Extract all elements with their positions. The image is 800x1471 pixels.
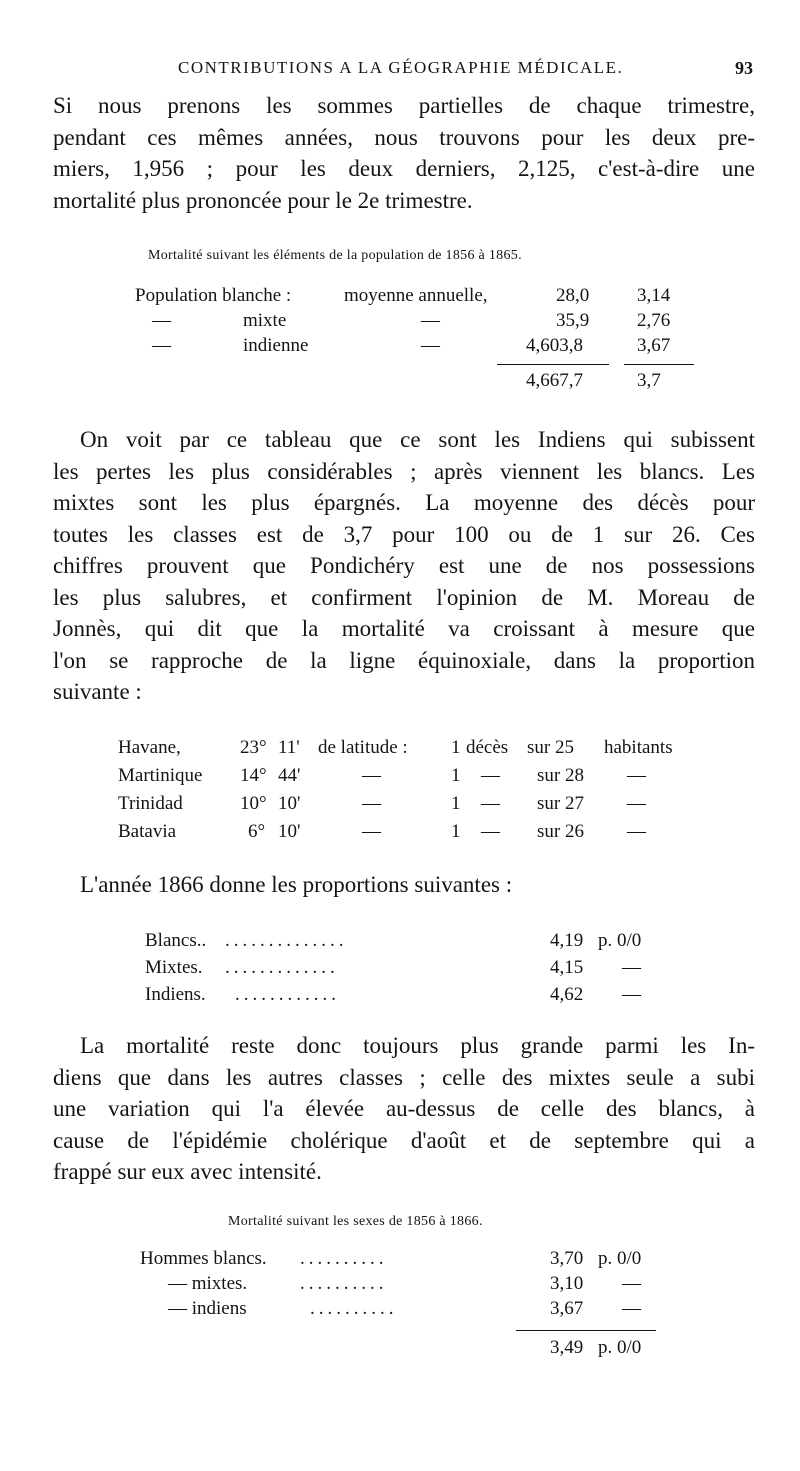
leader-dots: .......... <box>300 1273 388 1294</box>
ditto-mark: — <box>152 310 171 331</box>
death-count: 1 <box>451 765 461 786</box>
row-unit: p. 0/0 <box>598 930 642 951</box>
paragraph-2 <box>53 424 755 708</box>
place-name: Batavia <box>118 821 177 842</box>
row-value: 4,15 <box>550 957 584 978</box>
ditto-mark: — <box>362 821 381 842</box>
row-value: 3,67 <box>550 1298 584 1319</box>
ditto-mark: — <box>622 1273 641 1294</box>
text-line: mortalité plus prononcée pour le 2e trimestre. <box>53 187 473 213</box>
place-name: Trinidad <box>118 793 183 814</box>
row-label: Blancs.. <box>145 930 207 951</box>
text-line: les plus salubres, et confirment l'opinion de M. Moreau de <box>53 584 755 610</box>
text-line: chiffres prouvent que Pondichéry est une de nos possessions <box>53 553 755 578</box>
row-label: Hommes blancs. <box>140 1248 267 1269</box>
row-value: 4,62 <box>550 984 584 1005</box>
ditto-mark: — <box>152 335 171 356</box>
ditto-mark: — <box>481 821 500 842</box>
ratio: sur 28 <box>537 765 584 786</box>
ditto-mark: — <box>622 984 641 1005</box>
place-name: Havane, <box>118 737 181 758</box>
ditto-mark: — <box>362 765 381 786</box>
text-line: pendant ces mêmes années, nous trouvons pour les deux pre- <box>53 124 755 150</box>
sum-rule <box>624 364 694 365</box>
degrees: 14° <box>240 765 267 786</box>
row-label: Population blanche : <box>135 285 292 306</box>
row-value-2: 3,67 <box>637 335 671 356</box>
leader-dots: .......... <box>310 1298 398 1319</box>
inhabitants-label: habitants <box>604 737 673 758</box>
degrees: 23° <box>240 737 267 758</box>
place-name: Martinique <box>118 765 203 786</box>
text-line: frappé sur eux avec intensité. <box>53 1159 322 1184</box>
text-line: une variation qui l'a élevée au-dessus de celle des blancs, à <box>53 1096 755 1121</box>
row-label: Indiens. <box>145 984 206 1005</box>
table4-caption: Mortalité suivant les sexes de 1856 à 1866. <box>228 1214 483 1229</box>
text-line: Si nous prenons les sommes partielles de chaque trimestre, <box>53 93 755 118</box>
row-value: 3,10 <box>550 1273 584 1294</box>
text-line: La mortalité reste donc toujours plus grande parmi les In- <box>80 1033 755 1058</box>
row-value-2: 2,76 <box>637 310 671 331</box>
ditto-mark: — <box>362 793 381 814</box>
total-unit: p. 0/0 <box>598 1337 642 1358</box>
ditto-mark: — <box>622 957 641 978</box>
text-line: miers, 1,956 ; pour les deux derniers, 2,125, c'est-à-dire une <box>53 156 755 181</box>
ditto-mark: — <box>627 765 646 786</box>
text-line: les pertes les plus considérables ; après viennent les blancs. Les <box>53 458 755 484</box>
ratio: sur 25 <box>527 737 574 758</box>
row-label: mixte <box>243 310 287 331</box>
running-title: CONTRIBUTIONS A LA GÉOGRAPHIE MÉDICALE. <box>178 58 624 77</box>
ratio: sur 27 <box>537 793 584 814</box>
degrees: 10° <box>240 793 267 814</box>
sum-rule <box>516 1330 656 1331</box>
paragraph-1 <box>53 90 755 216</box>
row-label: indienne <box>243 335 309 356</box>
ditto-mark: — <box>421 310 440 331</box>
row-desc: moyenne annuelle, <box>344 285 488 306</box>
paragraph-4 <box>53 1030 755 1188</box>
text-line: l'on se rapproche de la ligne équinoxiale, dans la proportion <box>53 647 755 673</box>
row-value-1: 28,0 <box>556 285 590 306</box>
total-value-1: 4,667,7 <box>526 370 583 391</box>
leader-dots: ............ <box>235 984 340 1005</box>
page-number: 93 <box>735 58 753 78</box>
minutes: 44' <box>278 765 301 786</box>
minutes: 10' <box>278 821 301 842</box>
ratio: sur 26 <box>537 821 584 842</box>
text-line: toutes les classes est de 3,7 pour 100 ou de 1 sur 26. Ces <box>53 521 755 547</box>
total-value-2: 3,7 <box>637 370 661 391</box>
leader-dots: ............. <box>225 957 339 978</box>
total-value: 3,49 <box>550 1337 584 1358</box>
leader-dots: .......... <box>300 1248 388 1269</box>
text-line: mixtes sont les plus épargnés. La moyenne des décès pour <box>53 490 755 515</box>
text-line: Jonnès, qui dit que la mortalité va croissant à mesure que <box>53 616 755 641</box>
ditto-mark: — <box>627 821 646 842</box>
row-unit: p. 0/0 <box>598 1248 642 1269</box>
text-line: cause de l'épidémie cholérique d'août et de septembre qui a <box>53 1127 755 1153</box>
row-value-1: 35,9 <box>556 310 590 331</box>
minutes: 10' <box>278 793 301 814</box>
death-count: 1 <box>451 821 461 842</box>
sum-rule <box>497 364 609 365</box>
degrees: 6° <box>248 821 266 842</box>
table1-caption: Mortalité suivant les éléments de la population de 1856 à 1865. <box>148 248 522 263</box>
death-count: 1 <box>451 737 461 758</box>
row-label: — indiens <box>168 1298 247 1319</box>
row-value-1: 4,603,8 <box>526 335 583 356</box>
row-value: 4,19 <box>550 930 584 951</box>
ditto-mark: — <box>481 793 500 814</box>
death-count: 1 <box>451 793 461 814</box>
ditto-mark: — <box>622 1298 641 1319</box>
leader-dots: .............. <box>225 930 348 951</box>
row-value: 3,70 <box>550 1248 584 1269</box>
minutes: 11' <box>278 737 300 758</box>
ditto-mark: — <box>627 793 646 814</box>
text-line: diens que dans les autres classes ; celle des mixtes seule a subi <box>53 1064 755 1090</box>
ditto-mark: — <box>481 765 500 786</box>
row-label: Mixtes. <box>145 957 203 978</box>
paragraph-3: L'année 1866 donne les proportions suivantes : <box>80 872 513 897</box>
row-value-2: 3,14 <box>637 285 671 306</box>
ditto-mark: — <box>421 335 440 356</box>
deaths-label: décès <box>466 737 509 758</box>
row-label: — mixtes. <box>168 1273 248 1294</box>
latitude-label: de latitude : <box>318 737 408 758</box>
text-line: suivante : <box>53 679 142 704</box>
text-line: On voit par ce tableau que ce sont les Indiens qui subissent <box>80 427 755 452</box>
